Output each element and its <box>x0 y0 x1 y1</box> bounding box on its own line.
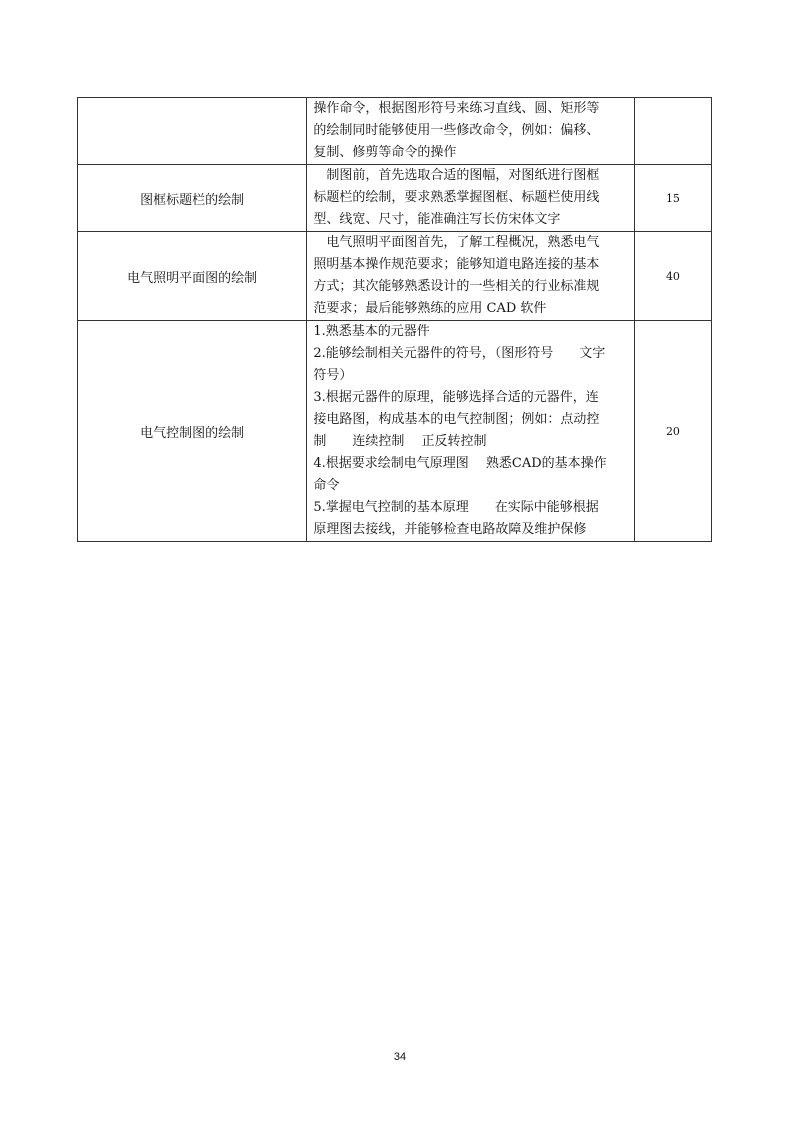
table-row <box>78 232 712 321</box>
hours-cell: 15 <box>634 165 711 232</box>
content-line: 1.熟悉基本的元器件 <box>313 324 430 339</box>
content-line: 接电路图，构成基本的电气控制图；例如：点动控 <box>313 412 600 427</box>
content-line: 电气照明平面图首先，了解工程概况，熟悉电气 <box>326 235 600 250</box>
syllabus-table <box>77 97 712 542</box>
content-line: 制 连续控制 正反转控制 <box>313 434 487 449</box>
topic-cell: 电气控制图的绘制 <box>78 321 307 542</box>
hours-cell <box>634 98 711 165</box>
content-line: 符号） <box>313 368 353 383</box>
content-line: 5.掌握电气控制的基本原理 在实际中能够根据 <box>313 500 599 515</box>
table-row <box>78 165 712 232</box>
content-line: 型、线宽、尺寸，能准确注写长仿宋体文字 <box>313 212 561 227</box>
content-line: 的绘制同时能够使用一些修改命令，例如：偏移、 <box>313 123 600 138</box>
table-row <box>78 98 712 165</box>
content-cell <box>307 98 635 165</box>
content-line: 命令 <box>313 478 340 493</box>
topic-cell <box>78 98 307 165</box>
content-cell <box>307 165 635 232</box>
hours-cell: 20 <box>634 321 711 542</box>
content-line: 方式；其次能够熟悉设计的一些相关的行业标准规 <box>313 279 600 294</box>
content-line: 标题栏的绘制，要求熟悉掌握图框、标题栏使用线 <box>313 190 600 205</box>
content-cell <box>307 321 635 542</box>
content-line: 照明基本操作规范要求；能够知道电路连接的基本 <box>313 257 600 272</box>
content-cell <box>307 232 635 321</box>
table-row <box>78 321 712 542</box>
content-line: 原理图去接线，并能够检查电路故障及维护保修 <box>313 522 587 537</box>
content-line: 2.能够绘制相关元器件的符号，（图形符号 文字 <box>313 346 606 361</box>
topic-cell: 电气照明平面图的绘制 <box>78 232 307 321</box>
page-number: 34 <box>393 1051 407 1063</box>
content-line: 范要求；最后能够熟练的应用 CAD 软件 <box>313 301 547 316</box>
content-line: 4.根据要求绘制电气原理图 熟悉CAD的基本操作 <box>313 456 607 471</box>
content-line: 制图前，首先选取合适的图幅，对图纸进行图框 <box>326 168 600 183</box>
topic-cell: 图框标题栏的绘制 <box>78 165 307 232</box>
content-line: 3.根据元器件的原理，能够选择合适的元器件，连 <box>313 390 599 405</box>
content-line: 操作命令，根据图形符号来练习直线、圆、矩形等 <box>313 101 600 116</box>
content-line: 复制、修剪等命令的操作 <box>313 145 457 160</box>
hours-cell: 40 <box>634 232 711 321</box>
